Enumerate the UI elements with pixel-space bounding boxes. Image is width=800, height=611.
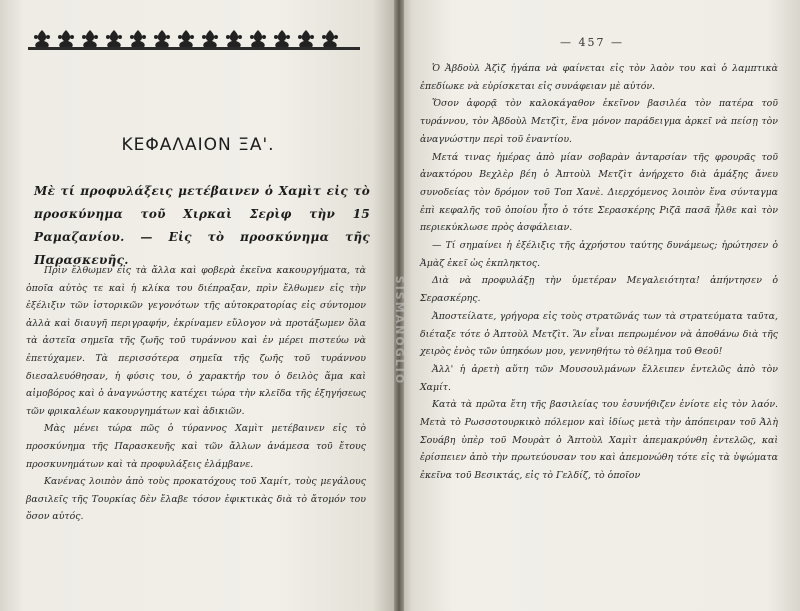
right-paragraph-2: Ὅσον ἀφορᾷ τὸν καλοκάγαθον ἐκεῖνον βασιλέα τὸν πατέρα τοῦ τυράννου, τὸν Ἀβδοὺλ Μετζὶτ, ἕνα μόνον παράδειγμα ἀρκεῖ νὰ πείσῃ τὸν ἀναγνώστην περὶ τοῦ ἐναντίου. (420, 98, 778, 145)
ornamental-header-band (28, 28, 360, 54)
watermark-text: SISMANOGLIO (393, 275, 407, 385)
right-paragraph-4: — Τί σημαίνει ἡ ἐξέλιξις τῆς ἀχρήστου ταύτης δυνάμεως; ἠρώτησεν ὁ Ἀμὰζ ἐκεῖ ὡς ἐκπληκτος. (420, 240, 778, 269)
chapter-title: ΚΕΦΑΛΑΙΟΝ ΞΑ'. (121, 135, 275, 155)
library-watermark (388, 250, 412, 410)
right-paragraph-5: Διὰ νὰ προφυλάξῃ τὴν ὑμετέραν Μεγαλειότητα! ἀπήντησεν ὁ Σερασκέρης. (420, 275, 778, 305)
right-page-body (420, 60, 778, 485)
right-paragraph-3: Μετά τινας ἡμέρας ἀπὸ μίαν σοβαρὰν ἀνταρσίαν τῆς φρουρᾶς τοῦ ἀνακτόρου Βεχλὲρ βέη ὁ Ἀπτοὺλ Μετζὶτ ἀνήρχετο διὰ ἁμάξης ἄνευ συνοδείας τὸν δρόμον τοῦ Τοπ Χανὲ. Διερχόμενος λοιπὸν ἕνα σύνταγμα ἐπὶ κεφαλῆς τοῦ ὁποίου ἦτο ὁ τότε Σερασκέρης Ριζᾶ πασᾶ ἦλθε καὶ τὸν περιεκύκλωσε πρὸς ἀσφάλειαν. (420, 151, 778, 234)
page-number: — 457 — (560, 36, 624, 49)
left-page-body (26, 262, 366, 526)
right-paragraph-7: Ἀλλ' ἡ ἀρετὴ αὕτη τῶν Μουσουλμάνων ἔλλειπεν ἐντελῶς ἀπὸ τὸν Χαμίτ. (420, 363, 778, 393)
right-paragraph-1: Ὁ Ἀβδοὺλ Ἀζὶζ ἠγάπα νὰ φαίνεται εἰς τὸν λαὸν του καὶ ὁ λαμπτικὰ ἐπεδίωκε νὰ εὑρίσκεται εἰς συνάφειαν μὲ αὐτόν. (420, 63, 778, 92)
chapter-subtitle: Μὲ τί προφυλάξεις μετέβαινεν ὁ Χαμὶτ εἰς τὸ προσκύνημα τοῦ Χιρκαὶ Σερὶφ τὴν 15 Ραμαζανίου. — Εἰς τὸ προσκύνημα τῆς Παρασκευῆς. (34, 184, 370, 267)
left-paragraph-1: Πρὶν ἔλθωμεν εἰς τὰ ἄλλα καὶ φοβερὰ ἐκεῖνα κακουργήματα, τὰ ὁποῖα αὐτὸς τε καὶ ἡ κλίκα του διέπραξαν, πρὶν ἔλθωμεν εἰς τὴν ἐξέλιξιν τῶν ἱστορικῶν γεγονότων τῆς αὐτοκρατορίας εἰς σύντομον ἀλλὰ καὶ διαυγῆ περιγραφήν, ἐκρίναμεν εὔλογον νὰ προτάξωμεν ὅλα τὰ ἀστεῖα σημεῖα τῆς ζωῆς τοῦ τυράννου καὶ ἐν μέρει πιστεύω νὰ ἐπετύχαμεν. Τὰ περισσότερα σημεῖα τῆς ζωῆς τοῦ τυράννου διεσαλευόθησαν, ἡ φύσις του, ὁ χαρακτήρ του ὁ δειλὸς ἅμα καὶ αἱμοβόρος καὶ ὁ ἀναγνώστης κατέχει τώρα τὴν κλεῖδα τῆς ἐξηγήσεως τῶν φρικαλέων κακουργημάτων καὶ ἀδικιῶν. (26, 265, 366, 417)
left-paragraph-2: Μὰς μένει τώρα πῶς ὁ τύραννος Χαμὶτ μετέβαινεν εἰς τὸ προσκύνημα τῆς Παρασκευῆς καὶ τῶν ἄλλων ἀνάμεσα τοῦ ἔτους προσκυνημάτων καὶ τὰ προφυλάξεις ἐλάμβανε. (26, 423, 366, 470)
right-paragraph-8: Κατὰ τὰ πρῶτα ἔτη τῆς βασιλείας του ἐσυνήθιζεν ἐνίοτε εἰς τὸν λαόν. Μετὰ τὸ Ρωσσοτουρκικὸ πόλεμον καὶ ἰδίως μετὰ τὴν ἀπόπειραν τοῦ Ἀλὴ Σουάβη ὑπὲρ τοῦ Μουρὰτ ὁ Ἀπτοὺλ Χαμὶτ ἀπεμακρύνθη ἐντελῶς, καὶ ἐρίσπειεν ἀπὸ τὴν πρωτεύουσαν του καὶ ἀπεμονώθη τότε εἰς τὰ ὑψώματα ἐκεῖνα τοῦ Βεσικτάς, εἰς τὸ Γελδίζ, τὸ ὁποῖον (420, 399, 778, 482)
left-paragraph-3: Κανένας λοιπὸν ἀπὸ τοὺς προκατόχους τοῦ Χαμίτ, τοὺς μεγάλους βασιλεῖς τῆς Τουρκίας δὲν ἔλαβε τόσον ἐφικτικὰς διὰ τὸ ἄτομόν του ὅσον αὐτός. (26, 476, 366, 523)
right-paragraph-6: Ἀποστείλατε, γρήγορα εἰς τοὺς στρατῶνάς των τὰ στρατεύματα ταῦτα, διέταξε τότε ὁ Ἀπτοὺλ Μετζὶτ. Ἂν εἶναι πεπρωμένον νὰ ἀποθάνω διὰ τῆς χειρὸς ἑνὸς τῶν ὑπηκόων μου, γεννηθήτω τὸ θέλημα τοῦ Θεοῦ! (420, 310, 778, 358)
